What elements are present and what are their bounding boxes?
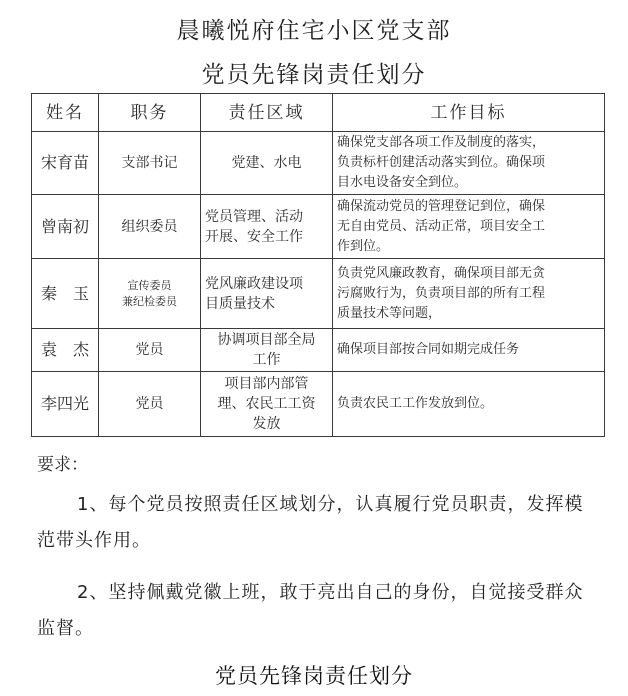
column-header-goal: 工作目标 (333, 94, 605, 132)
footer-caption: 党员先锋岗责任划分 (215, 664, 413, 688)
work-goal (333, 372, 605, 437)
member-name: 李四光 (32, 372, 99, 437)
duty-line: 宣传委员 (127, 278, 172, 292)
column-header-area: 责任区域 (201, 94, 333, 132)
goal-line: 质量技术等问题， (337, 305, 442, 321)
document-subtitle: 党员先锋岗责任划分 (201, 62, 427, 88)
requirement-item-2: 2、坚持佩戴党徽上班，敢于亮出自己的身份，自觉接受群众监督。 (37, 582, 584, 639)
goal-line: 确保项目部按合同如期完成任务 (337, 342, 520, 357)
responsibility-area (201, 195, 333, 259)
goal-line: 作到位。 (337, 238, 390, 254)
area-line: 党建、水电 (231, 155, 302, 171)
area-line: 项目部内部管 (224, 376, 309, 392)
requirements-label: 要求： (37, 455, 88, 475)
column-header-duty: 职务 (99, 94, 201, 132)
table-row (32, 259, 605, 329)
area-line: 目质量技术 (205, 295, 275, 312)
goal-line: 确保党支部各项工作及制度的落实， (337, 135, 546, 150)
member-name: 袁 杰 (32, 329, 99, 372)
work-goal (333, 132, 605, 195)
member-name: 曾南初 (32, 195, 99, 259)
member-duty (99, 329, 201, 372)
duty-line: 党员 (135, 396, 164, 412)
goal-line: 确保流动党员的管理登记到位，确保 (337, 198, 546, 214)
area-line: 党员管理、活动 (205, 208, 303, 225)
area-line: 发放 (252, 416, 281, 432)
goal-line: 污腐败行为，负责项目部的所有工程 (337, 285, 546, 301)
responsibility-table (31, 93, 605, 437)
goal-line: 负责农民工工作发放到位。 (337, 396, 494, 411)
responsibility-area (201, 259, 333, 329)
work-goal (333, 259, 605, 329)
member-duty (99, 372, 201, 437)
goal-line: 负责党风廉政教育，确保项目部无贪 (337, 265, 546, 281)
table-row (32, 132, 605, 195)
duty-line: 支部书记 (121, 155, 178, 171)
requirement-item-1: 1、每个党员按照责任区域划分，认真履行党员职责，发挥模范带头作用。 (37, 494, 584, 551)
area-line: 协调项目部全局 (217, 332, 316, 348)
responsibility-area (201, 372, 333, 437)
goal-line: 负责标杆创建活动落实到位。确保项 (337, 155, 546, 170)
member-duty (99, 195, 201, 259)
table-row (32, 372, 605, 437)
column-header-name: 姓名 (32, 94, 99, 132)
area-line: 工作 (252, 352, 281, 368)
duty-line: 兼纪检委员 (122, 294, 177, 308)
member-name: 宋育苗 (32, 132, 99, 195)
area-line: 党风廉政建设项 (205, 275, 303, 292)
duty-line: 组织委员 (121, 218, 178, 235)
member-duty (99, 259, 201, 329)
goal-line: 无自由党员、活动正常，项目安全工 (337, 218, 546, 234)
member-name: 秦 玉 (32, 259, 99, 329)
table-header-row (32, 94, 605, 132)
table-row (32, 195, 605, 259)
work-goal (333, 329, 605, 372)
responsibility-area (201, 132, 333, 195)
responsibility-area (201, 329, 333, 372)
work-goal (333, 195, 605, 259)
area-line: 理、农民工工资 (217, 396, 316, 412)
document-title: 晨曦悦府住宅小区党支部 (176, 18, 452, 44)
member-duty (99, 132, 201, 195)
table-row (32, 329, 605, 372)
goal-line: 目水电设备安全到位。 (337, 175, 468, 190)
duty-line: 党员 (135, 342, 164, 358)
area-line: 开展、安全工作 (205, 228, 303, 245)
